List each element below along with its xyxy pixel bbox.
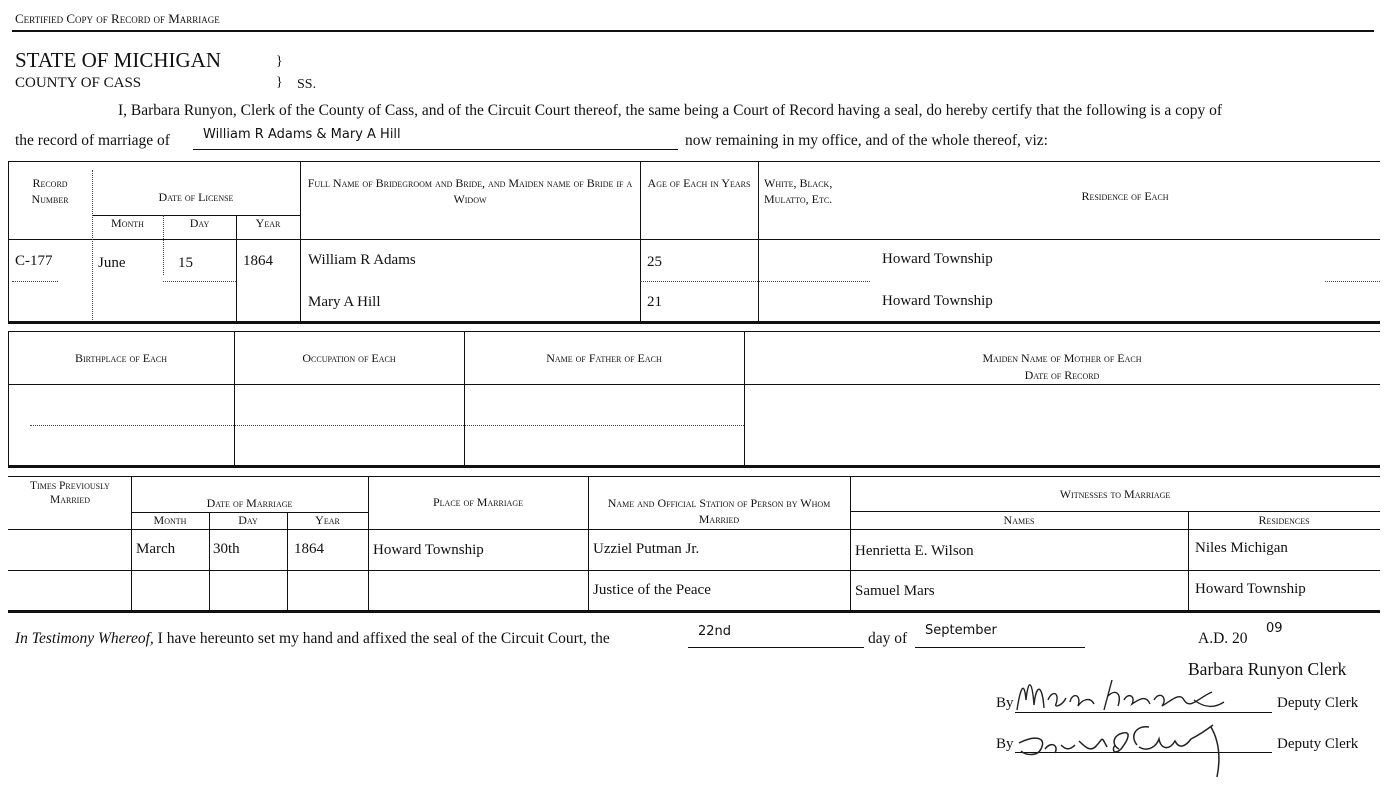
groom-residence: Howard Township — [882, 251, 993, 267]
deputy-clerk-label-1: Deputy Clerk — [1277, 695, 1359, 711]
header-times-previously-married: Times Previously Married — [30, 480, 110, 507]
header-license-year: Year — [255, 216, 281, 230]
testimony-text: I have hereunto set my hand and affixed the seal of the Circuit Court, the — [157, 630, 610, 647]
ad-label: A.D. 20 — [1198, 630, 1248, 647]
by-label-1: By — [996, 695, 1014, 711]
marriage-day: 30th — [213, 541, 240, 557]
header-record-number: Record Number — [31, 176, 69, 206]
record-number: C-177 — [15, 253, 53, 269]
header-marriage-day: Day — [238, 513, 258, 527]
title-rule — [12, 30, 1374, 32]
certification-suffix: now remaining in my office, and of the whole thereof, viz: — [685, 132, 1048, 149]
header-license-day: Day — [189, 216, 210, 230]
couple-names: William R Adams & Mary A Hill — [203, 127, 401, 142]
header-occupation: Occupation of Each — [302, 351, 396, 365]
signature-2 — [1015, 705, 1230, 780]
header-witnesses: Witnesses to Marriage — [1059, 487, 1171, 501]
header-race: White, Black, Mulatto, Etc. — [764, 176, 833, 206]
testimony-month: September — [925, 623, 997, 638]
header-marriage-month: Month — [153, 513, 187, 527]
header-date-of-marriage: Date of Marriage — [206, 496, 293, 510]
header-father: Name of Father of Each — [546, 351, 662, 365]
certification-line: I, Barbara Runyon, Clerk of the County of Cass, and of the Circuit Court thereof, the same being a Court of Record having a seal, do hereby certify that the following is a copy of — [118, 102, 1223, 119]
header-full-name: Full Name of Bridegroom and Bride, and Maiden name of Bride if a Widow — [307, 176, 633, 206]
month-underline — [915, 647, 1085, 648]
header-mother: Maiden Name of Mother of Each — [982, 351, 1142, 365]
bride-age: 21 — [647, 294, 662, 310]
header-age: Age of Each in Years — [647, 176, 751, 190]
header-residence: Residence of Each — [1081, 189, 1169, 203]
header-marriage-year: Year — [315, 513, 340, 527]
marriage-month: March — [136, 541, 176, 557]
witness-1-name: Henrietta E. Wilson — [855, 543, 974, 559]
witness-2-name: Samuel Mars — [855, 583, 935, 599]
brace-top: } — [276, 54, 283, 69]
ss-label: SS. — [297, 77, 317, 92]
bride-residence: Howard Township — [882, 293, 993, 309]
certification-prefix: the record of marriage of — [15, 132, 170, 149]
county-label: COUNTY OF CASS — [15, 75, 142, 91]
license-day: 15 — [178, 255, 193, 271]
day-underline — [688, 647, 864, 648]
header-place-of-marriage: Place of Marriage — [432, 495, 523, 509]
couple-underline — [193, 149, 678, 150]
deputy-clerk-label-2: Deputy Clerk — [1277, 736, 1359, 752]
witness-2-residence: Howard Township — [1195, 581, 1306, 597]
header-witness-names: Names — [1003, 513, 1035, 527]
groom-name: William R Adams — [308, 252, 416, 268]
header-date-of-record: Date of Record — [1024, 368, 1100, 382]
clerk-name: Barbara Runyon Clerk — [1188, 659, 1347, 679]
witness-1-residence: Niles Michigan — [1195, 540, 1288, 556]
document-title: Certified Copy of Record of Marriage — [15, 11, 220, 26]
brace-bottom: } — [276, 75, 283, 90]
officiant-name: Uzziel Putman Jr. — [593, 541, 700, 557]
groom-age: 25 — [647, 254, 662, 270]
license-year: 1864 — [243, 253, 273, 269]
header-witness-residences: Residences — [1258, 513, 1310, 527]
marriage-year: 1864 — [294, 541, 324, 557]
state-label: STATE OF MICHIGAN — [15, 48, 221, 72]
license-month: June — [98, 255, 126, 271]
header-official: Name and Official Station of Person by Whom Married — [607, 496, 831, 526]
testimony-year: 09 — [1266, 621, 1283, 636]
testimony-day: 22nd — [698, 624, 732, 639]
marriage-place: Howard Township — [373, 542, 484, 558]
header-birthplace: Birthplace of Each — [75, 351, 167, 365]
day-of-label: day of — [868, 630, 908, 647]
testimony-line — [15, 630, 610, 648]
officiant-station: Justice of the Peace — [593, 582, 711, 598]
testimony-italic: In Testimony Whereof, — [15, 630, 154, 647]
header-license-month: Month — [111, 216, 144, 230]
header-date-of-license: Date of License — [158, 190, 234, 204]
bride-name: Mary A Hill — [308, 294, 381, 310]
by-label-2: By — [996, 736, 1014, 752]
